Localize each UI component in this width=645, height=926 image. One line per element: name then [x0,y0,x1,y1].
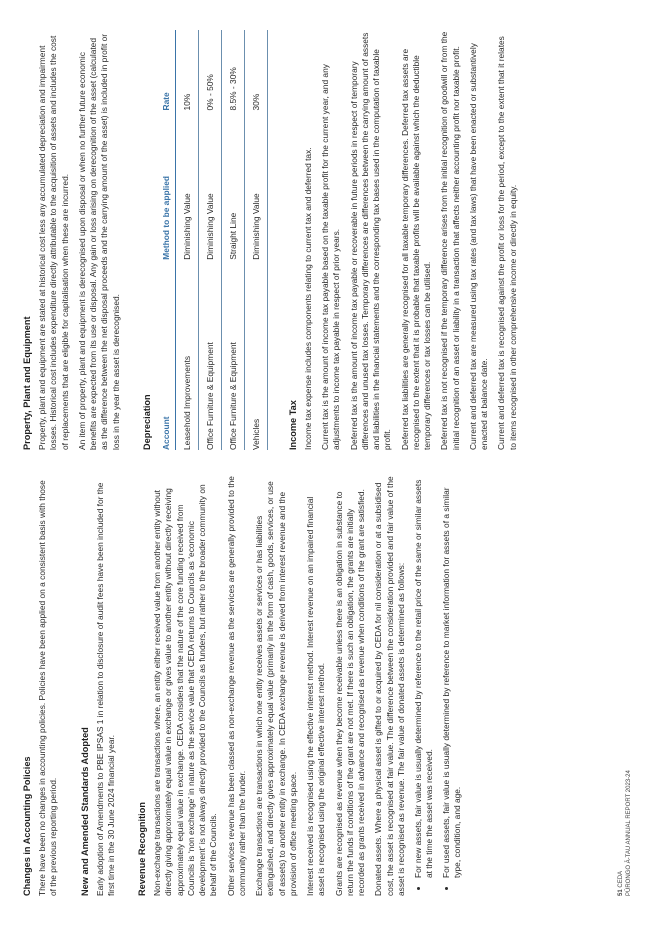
table-row [221,30,244,450]
column-header-method: Method to be applied [157,110,176,259]
income-tax-paragraph: Deferred tax liabilities are generally recognised for all taxable temporary differences. Deferred tax assets are recognised to the extent that it is probable that taxable profits will be available against which the deductible temporary differences or tax losses can be utilised. [399,48,432,450]
cell-method: Diminishing Value [244,110,267,259]
changes-section [22,476,60,896]
depreciation-heading: Depreciation [141,394,152,450]
new-standards-text: Early adoption of Amendments to PBE IPSAS 1 in relation to disclosure of audit fees have been included for the first time in the 30 June 2024 financial year. [94,482,116,896]
income-tax-paragraph: Income tax expense includes components relating to current tax and deferred tax. [302,147,313,450]
column-header-account: Account [157,260,176,450]
income-tax-paragraph: Deferred tax is not recognised if the temporary difference arises from the initial recognition of goodwill or from the initial recognition of an asset or liability in a transaction that affects neither accounting profit nor taxable profit. [439,31,461,450]
cell-account: Office Furniture & Equipment [221,260,244,450]
ppe-paragraph: An item of property, plant and equipment is derecognised upon disposal or when no further future economic benefits are expected from its use or disposal. Any gain or loss arising on derecognition of the asset (calculated as the difference between the net disposal proceeds and the carrying amount of the asset) is included in profit or loss in the year the asset is derecognised. [76,33,121,450]
cell-rate: 30% [244,30,267,110]
table-header-row [157,30,176,450]
ppe-paragraph: Property, plant and equipment are stated at historical cost less any accumulated depreciation and impairment losses. Historical cost includes expenditure directly attributable to the acquisition of assets and includes the cost of replacements that are eligible for capitalisation when these are incurred. [37,35,70,450]
cell-account: Vehicles [244,260,267,450]
two-column-layout [22,30,533,896]
page-footer [618,770,633,896]
income-tax-section [288,30,519,450]
revenue-paragraph: Interest received is recognised using the effective interest method. Interest revenue on an impaired financial asset is recognised using the original effective interest method. [305,496,327,896]
income-tax-paragraph: Deferred tax is the amount of income tax payable or recoverable in future periods in respect of temporary differences and unused tax losses. Temporary differences are differences between the carrying amount of assets and liabilities in the financial statements and the corresponding tax bases used in the computation of taxable profit. [348,32,393,450]
new-standards-heading: New and Amended Standards Adopted [79,727,90,896]
income-tax-paragraph: Current and deferred tax are measured using tax rates (and tax laws) that have been enacted or substantively enacted at balance date. [467,43,489,450]
revenue-paragraph: Donated assets. Where a physical asset is gifted to or acquired by CEDA for nil consideration or at a subsidised cost, the asset is recognised at fair value. The difference between the consideration provided and fair value of the asset is recognised as revenue. The fair value of donated assets is determined as follows: [373,476,406,896]
page-number: 51 [618,889,624,896]
revenue-paragraph: Exchange transactions are transactions in which one entity receives assets or services or has liabilities extinguished, and directly gives approximately equal value (primarily in the form of cash, goods, services, or use of assets) to another entity in exchange. In CEDA exchange revenue is derived from interest revenue and the provision of office meeting space. [254,481,298,896]
changes-heading: Changes in Accounting Policies [22,756,32,896]
depreciation-section [142,30,268,450]
income-tax-heading: Income Tax [287,400,298,450]
revenue-section [137,476,463,896]
income-tax-paragraph: Current tax is the amount of income tax payable based on the taxable profit for the current year, and any adjustments to income tax payable in respect of prior years. [320,64,342,450]
right-column [22,30,533,450]
new-standards-section [80,476,118,896]
donated-assets-list [413,476,463,896]
footer-org: CEDA [618,870,624,888]
footer-line [618,770,626,896]
footer-report-title: PŪRONGO Ā-TAU ANNUAL REPORT 2023-24 [625,770,632,896]
revenue-paragraph: Grants are recognised as revenue when they become receivable unless there is an obligation in substance to return the funds if conditions of the grant are not met. If there is such an obligation, the grants are initially recorded as grants received in advance and recognised as revenue when conditions of the grant are satisfied. [333,489,366,896]
cell-method: Straight Line [221,110,244,259]
revenue-paragraph: Other services revenue has been classed as non-exchange revenue as the services are generally provided to the community rather than the funder. [225,476,247,896]
income-tax-paragraph: Current and deferred tax is recognised against the profit or loss for the period, except to the extent that it relates to items recognised in other comprehensive income or directly in equity. [496,36,518,450]
cell-method: Diminishing Value [198,110,221,259]
ppe-heading: Property, Plant and Equipment [22,316,32,450]
left-column [22,476,477,896]
table-row [175,30,198,450]
column-header-rate: Rate [157,30,176,110]
cell-account: Office Furniture & Equipment [198,260,221,450]
list-item: • For new assets, fair value is usually determined by reference to the retail price of the same or similar assets at the time the asset was received. [413,476,436,878]
cell-rate: 8.5% - 30% [221,30,244,110]
table-row [198,30,221,450]
table-row [244,30,267,450]
revenue-paragraph: Non-exchange transactions are transactions where, an entity either received value from another entity without directly giving approximately equal value in exchange or gives value to another entity without directly receiving approximately equal value in exchange. CEDA considers that the nature of the core funding received from Councils is ‘non exchange’ in nature as the service value that CEDA returns to Councils as ‘economic development’ is not always directly provided to the Councils as funders, but rather to the broader community on behalf of the Councils. [152,484,219,896]
depreciation-table [157,30,268,450]
changes-text: There have been no changes in accounting policies. Policies have been applied on a consistent basis with those of the previous reporting period. [37,480,59,896]
revenue-heading: Revenue Recognition [137,802,147,896]
cell-method: Diminishing Value [175,110,198,259]
list-item: • For used assets, fair value is usually determined by reference to market information for assets of a similar type, condition, and age. [441,476,464,878]
ppe-section [22,30,122,450]
cell-rate: 0% - 50% [198,30,221,110]
cell-account: Leasehold Improvements [175,260,198,450]
cell-rate: 10% [175,30,198,110]
